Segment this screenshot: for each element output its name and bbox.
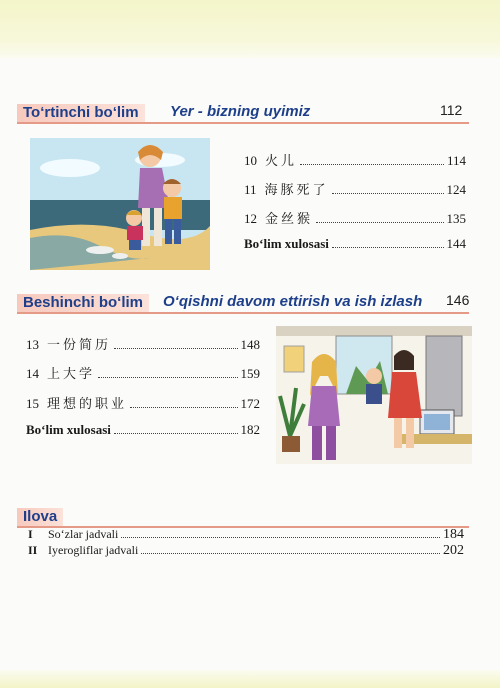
appendix-label: Ilova bbox=[17, 508, 63, 526]
section-4-label: To‘rtinchi bo‘lim bbox=[17, 104, 145, 122]
entry-number: 13 bbox=[26, 337, 39, 352]
beach-family-illustration bbox=[30, 138, 210, 270]
entry-title: Iyerogliflar jadvali bbox=[48, 543, 139, 557]
toc-entry-10[interactable] bbox=[244, 150, 466, 169]
dot-leader bbox=[130, 406, 237, 408]
dot-leader bbox=[114, 347, 237, 349]
toc-entry-14[interactable] bbox=[26, 363, 260, 382]
entry-page: 144 bbox=[446, 236, 466, 251]
entry-title: 金丝猴 bbox=[265, 212, 314, 227]
toc-entry-12[interactable] bbox=[244, 208, 466, 227]
toc-entry-section-5-summary[interactable] bbox=[26, 422, 260, 438]
dot-leader bbox=[316, 221, 443, 223]
entry-number: I bbox=[28, 527, 33, 541]
section-5-label: Beshinchi bo‘lim bbox=[17, 294, 149, 312]
section-5-title: O‘qishni davom ettirish va ish izlash bbox=[163, 293, 423, 310]
entry-page: 114 bbox=[446, 153, 466, 168]
entry-page: 124 bbox=[446, 182, 466, 197]
section-5-rule bbox=[17, 312, 469, 314]
entry-title: Bo‘lim xulosasi bbox=[244, 236, 329, 251]
toc-entry-section-4-summary[interactable] bbox=[244, 236, 466, 252]
dot-leader bbox=[114, 432, 238, 434]
dot-leader bbox=[332, 246, 444, 248]
entry-number: 10 bbox=[244, 153, 257, 168]
section-5-page: 146 bbox=[446, 292, 470, 308]
entry-page: 172 bbox=[240, 396, 260, 411]
dot-leader bbox=[332, 192, 444, 194]
dot-leader bbox=[141, 552, 440, 554]
dot-leader bbox=[98, 376, 237, 378]
entry-title: Bo‘lim xulosasi bbox=[26, 422, 111, 437]
entry-page: 148 bbox=[240, 337, 260, 352]
entry-number: 11 bbox=[244, 182, 257, 197]
section-4-rule bbox=[17, 122, 469, 124]
entry-title: 理想的职业 bbox=[47, 397, 128, 412]
entry-page: 202 bbox=[443, 543, 464, 558]
entry-page: 135 bbox=[446, 211, 466, 226]
entry-page: 159 bbox=[240, 366, 260, 381]
entry-title: 火儿 bbox=[265, 154, 298, 169]
bottom-band bbox=[0, 670, 500, 688]
entry-number: 12 bbox=[244, 211, 257, 226]
top-band bbox=[0, 0, 500, 58]
toc-entry-11[interactable] bbox=[244, 179, 466, 198]
section-4-title: Yer - bizning uyimiz bbox=[170, 103, 311, 120]
entry-title: So‘zlar jadvali bbox=[48, 527, 119, 541]
dot-leader bbox=[300, 163, 444, 165]
entry-title: 海豚死了 bbox=[264, 183, 329, 198]
toc-entry-15[interactable] bbox=[26, 393, 260, 412]
entry-number: II bbox=[28, 543, 38, 557]
entry-number: 14 bbox=[26, 366, 39, 381]
entry-page: 184 bbox=[443, 527, 464, 542]
toc-entry-13[interactable] bbox=[26, 334, 260, 353]
entry-number: 15 bbox=[26, 396, 39, 411]
dot-leader bbox=[121, 536, 440, 538]
toc-entry-appendix-1[interactable] bbox=[28, 527, 464, 543]
entry-title: 上大学 bbox=[47, 367, 96, 382]
entry-page: 182 bbox=[240, 422, 260, 437]
office-interview-illustration bbox=[276, 326, 472, 464]
toc-entry-appendix-2[interactable] bbox=[28, 543, 464, 559]
section-4-page: 112 bbox=[440, 102, 463, 118]
entry-title: 一份简历 bbox=[47, 338, 112, 353]
